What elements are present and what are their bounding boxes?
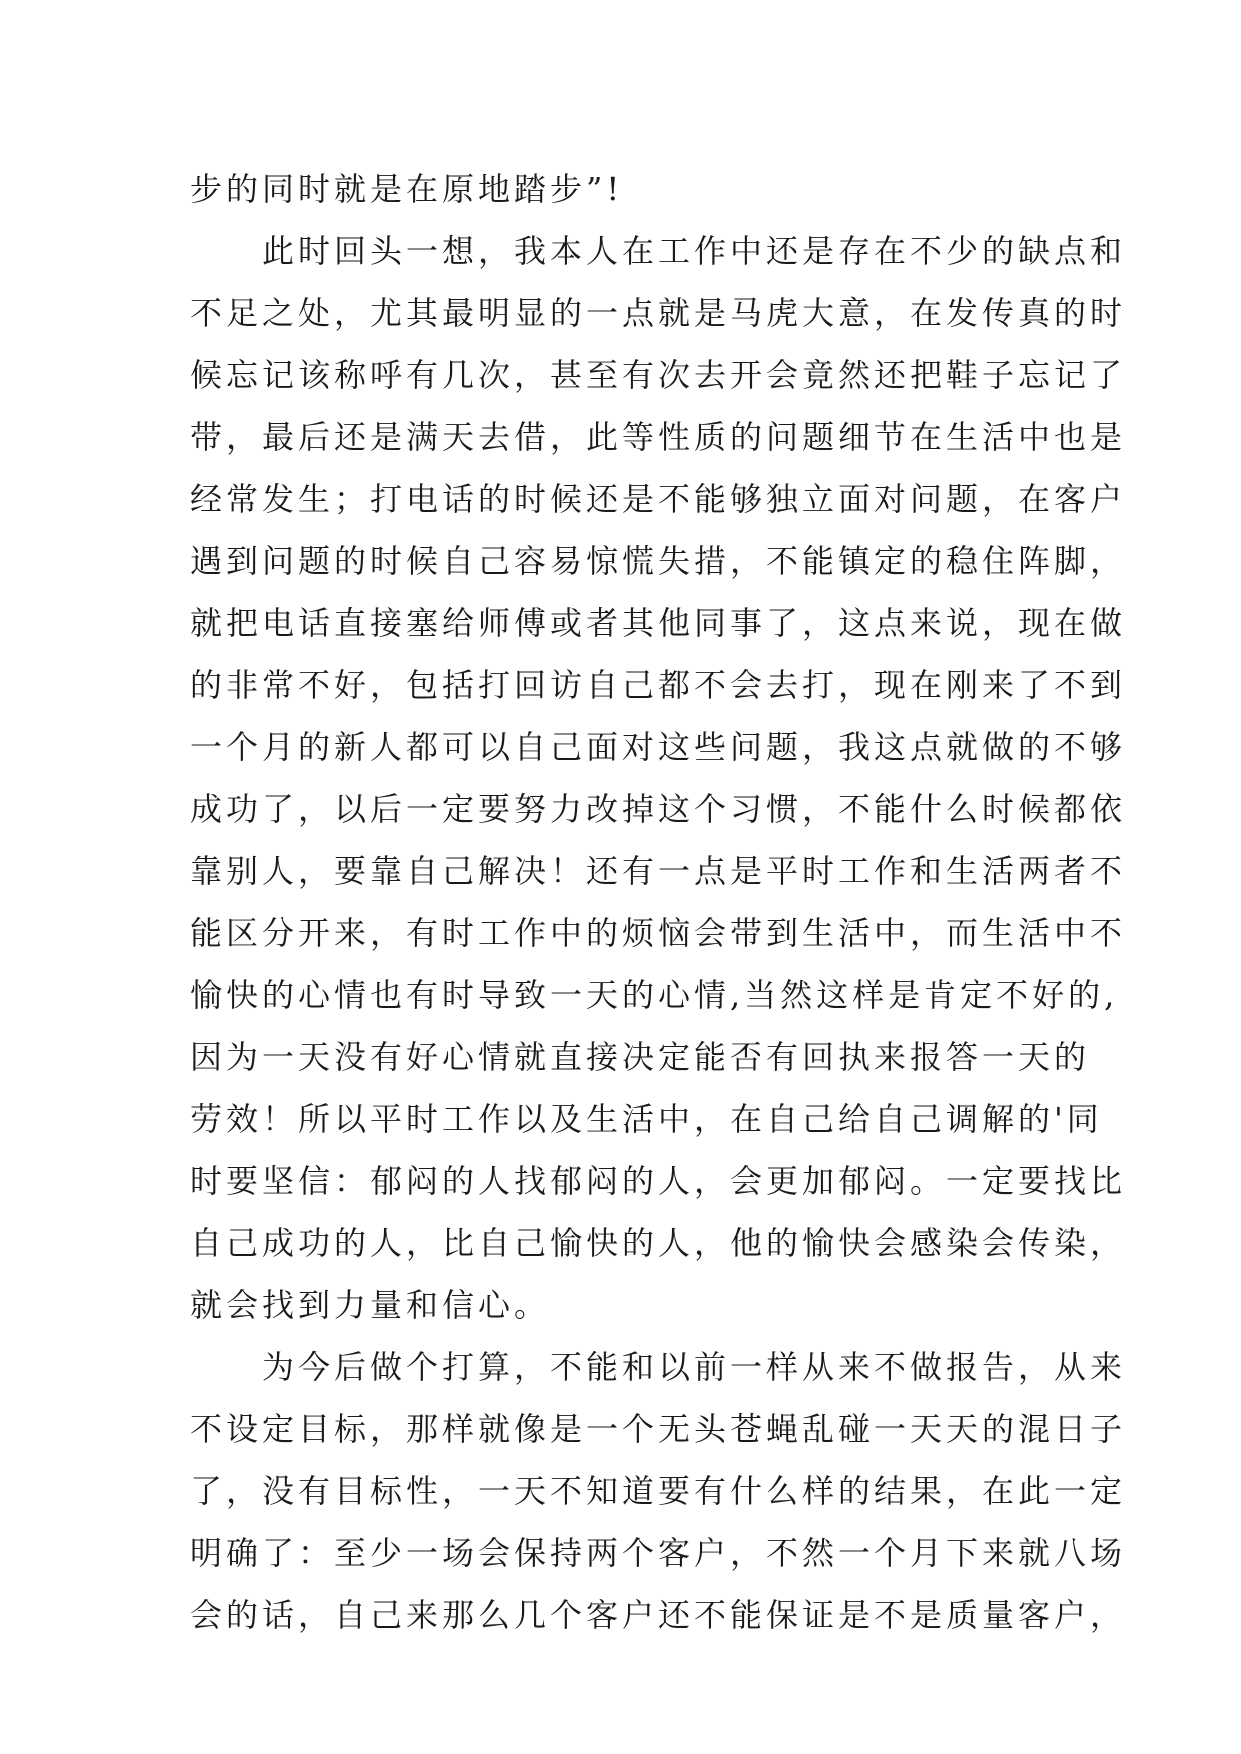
paragraph-line: 能区分开来，有时工作中的烦恼会带到生活中，而生活中不 — [190, 914, 1127, 952]
paragraph-line: 遇到问题的时候自己容易惊慌失措，不能镇定的稳住阵脚， — [190, 542, 1127, 580]
paragraph-line: 经常发生；打电话的时候还是不能够独立面对问题，在客户 — [190, 480, 1127, 518]
paragraph-line: 带，最后还是满天去借，此等性质的问题细节在生活中也是 — [190, 418, 1127, 456]
paragraph-line: 不足之处，尤其最明显的一点就是马虎大意，在发传真的时 — [190, 294, 1127, 332]
paragraph-line: 成功了，以后一定要努力改掉这个习惯，不能什么时候都依 — [190, 790, 1127, 828]
paragraph-line: 自己成功的人，比自己愉快的人，他的愉快会感染会传染， — [190, 1224, 1127, 1262]
paragraph-line: 此时回头一想，我本人在工作中还是存在不少的缺点和 — [262, 232, 1127, 270]
paragraph-line: 劳效！所以平时工作以及生活中，在自己给自己调解的'同 — [190, 1100, 1103, 1138]
paragraph-line: 一个月的新人都可以自己面对这些问题，我这点就做的不够 — [190, 728, 1127, 766]
paragraph-line: 了，没有目标性，一天不知道要有什么样的结果，在此一定 — [190, 1472, 1127, 1510]
paragraph-line: 明确了：至少一场会保持两个客户，不然一个月下来就八场 — [190, 1534, 1127, 1572]
paragraph-line: 不设定目标，那样就像是一个无头苍蝇乱碰一天天的混日子 — [190, 1410, 1127, 1448]
paragraph-line: 候忘记该称呼有几次，甚至有次去开会竟然还把鞋子忘记了 — [190, 356, 1127, 394]
document-body — [190, 158, 1127, 1646]
paragraph-line: 步的同时就是在原地踏步”! — [190, 170, 624, 208]
paragraph-line: 就会找到力量和信心。 — [190, 1286, 551, 1324]
paragraph-line: 的非常不好，包括打回访自己都不会去打，现在刚来了不到 — [190, 666, 1127, 704]
paragraph-line: 就把电话直接塞给师傅或者其他同事了，这点来说，现在做 — [190, 604, 1127, 642]
paragraph-line: 为今后做个打算，不能和以前一样从来不做报告，从来 — [262, 1348, 1127, 1386]
paragraph-line: 会的话，自己来那么几个客户还不能保证是不是质量客户， — [190, 1596, 1127, 1634]
paragraph-line: 时要坚信：郁闷的人找郁闷的人，会更加郁闷。一定要找比 — [190, 1162, 1127, 1200]
paragraph-line: 愉快的心情也有时导致一天的心情,当然这样是肯定不好的, — [190, 976, 1119, 1014]
paragraph-line: 因为一天没有好心情就直接决定能否有回执来报答一天的 — [190, 1038, 1091, 1076]
paragraph-line: 靠别人，要靠自己解决！还有一点是平时工作和生活两者不 — [190, 852, 1127, 890]
